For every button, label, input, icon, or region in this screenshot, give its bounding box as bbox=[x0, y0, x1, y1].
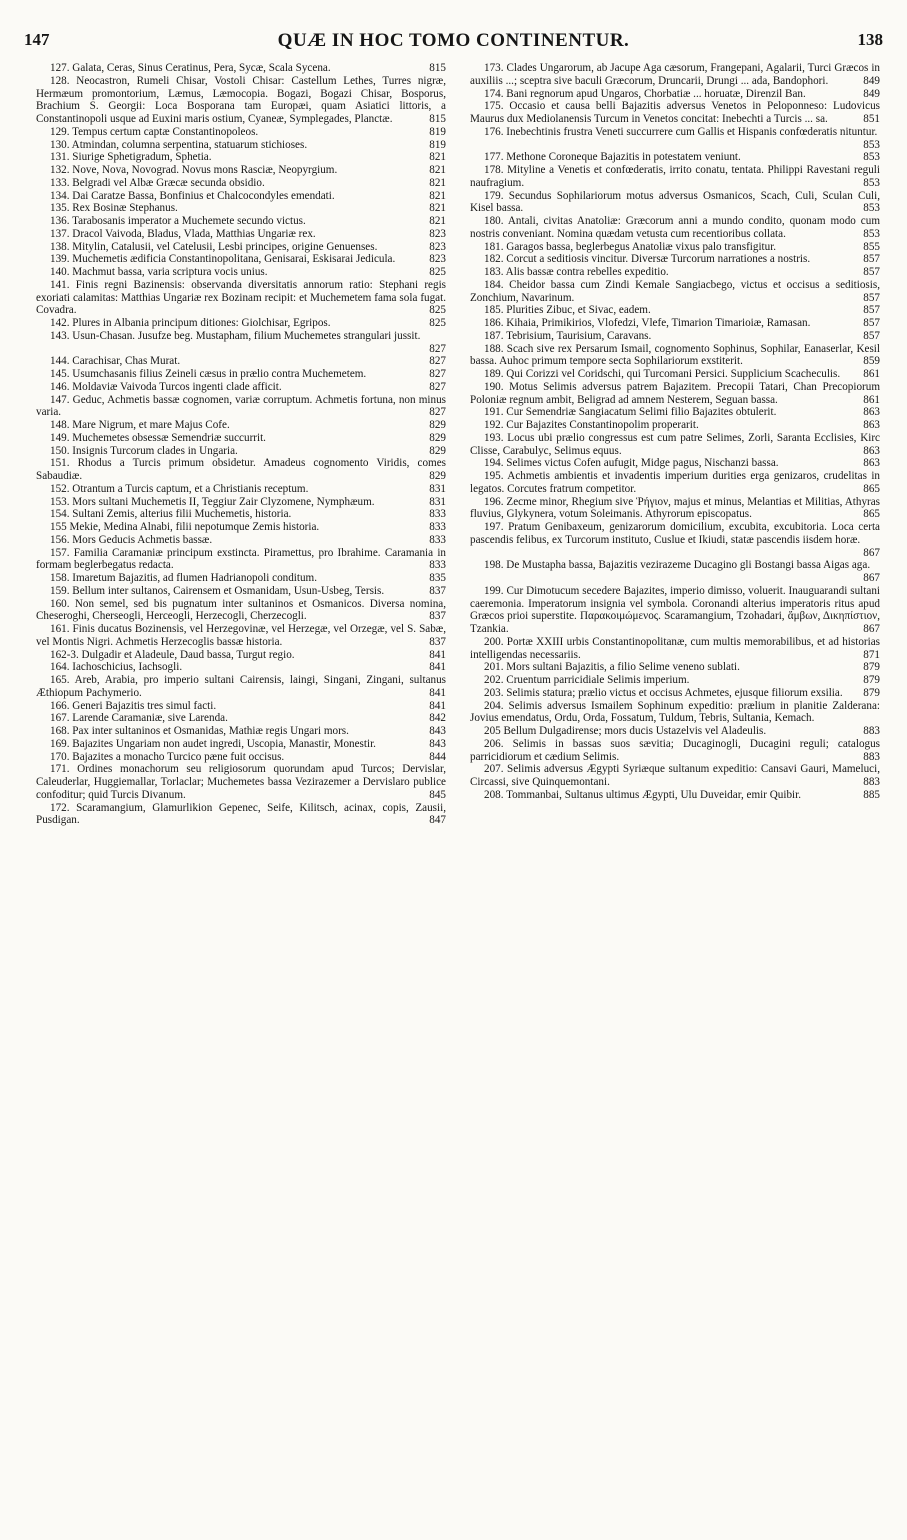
entry-text: 201. Mors sultani Bajazitis, a filio Selime veneno sublati. bbox=[484, 661, 740, 674]
entry-page-number: 863 bbox=[863, 457, 880, 470]
entry-page-number: 841 bbox=[429, 686, 446, 699]
entry-page-number: 857 bbox=[863, 266, 880, 278]
entry-text: 147. Geduc, Achmetis bassæ cognomen, variæ corruptum. Achmetis fortuna, non minus varia. bbox=[36, 393, 446, 419]
index-entry bbox=[36, 215, 446, 228]
entry-text: 202. Cruentum parricidiale Selimis imperium. bbox=[484, 674, 690, 686]
entry-text: 155 Mekie, Medina Alnabi, filii nepotumque Zemis historia. bbox=[50, 521, 320, 533]
entry-text: 144. Carachisar, Chas Murat. bbox=[50, 355, 181, 368]
entry-text: 200. Portæ XXIII urbis Constantinopolitanæ, cum multis memorabilibus, et ad historias intelligendas necessariis. bbox=[470, 635, 880, 661]
entry-page-number: 861 bbox=[863, 368, 880, 380]
entry-text: 177. Methone Coroneque Bajazitis in potestatem veniunt. bbox=[484, 151, 741, 164]
index-entry bbox=[36, 457, 446, 483]
index-entry bbox=[36, 598, 446, 624]
entry-text: 162-3. Dulgadir et Aladeule, Daud bassa, Turgut regio. bbox=[50, 648, 295, 661]
entry-page-number: 865 bbox=[863, 508, 880, 521]
entry-page-number: 883 bbox=[863, 750, 880, 763]
entry-text: 128. Neocastron, Rumeli Chisar, Vostoli Chisar: Castellum Lethes, Turres nigræ, Hermæum promontorium, Læmus, Læmocopia. Bogazi, Bogazi Chisar, Bosporus, Brachium S. Georgii: Loca Bosporana tam Europæi, quam Asiatici littoris, a Constantinopoli usque ad Euxini maris ostium, Cyaneæ, Symplegades, Planctæ. bbox=[36, 74, 446, 125]
entry-text: 172. Scaramangium, Glamurlikion Gepenec, Seife, Kilitsch, acinax, copis, Zausii, Pusdigan. bbox=[36, 801, 446, 827]
page-title: QUÆ IN HOC TOMO CONTINENTUR. bbox=[277, 30, 630, 51]
entry-page-number: 823 bbox=[429, 253, 446, 266]
entry-page-number: 823 bbox=[429, 240, 446, 253]
entry-text: 189. Qui Corizzi vel Coridschi, qui Turcomani Persici. Supplicium Scacheculis. bbox=[484, 368, 841, 380]
index-entry bbox=[36, 330, 446, 356]
entry-page-number: 853 bbox=[863, 176, 880, 189]
index-entry bbox=[470, 126, 880, 152]
index-entry bbox=[470, 381, 880, 407]
entry-text: 137. Dracol Vaivoda, Bladus, Vlada, Matthias Ungariæ rex. bbox=[50, 227, 316, 240]
index-entry bbox=[470, 190, 880, 216]
entry-text: 136. Tarabosanis imperator a Muchemete secundo victus. bbox=[50, 215, 306, 227]
entry-text: 199. Cur Dimotucum secedere Bajazites, imperio dimisso, voluerit. Inauguarandi sultani caeremonia. Imperatorum insignia vel symbola. Coronandi alterius imperatoris ritus apud Græcos prioi superstite. Παρακοιμώμενος. Scaramangium, Tzohadari, ἄμβων, Δικηπίστιον, Tzankia. bbox=[470, 584, 880, 635]
entry-text: 165. Areb, Arabia, pro imperio sultani Cairensis, laingi, Singani, Zingani, sultanus Æthiopum Pachymerio. bbox=[36, 674, 446, 699]
entry-page-number: 853 bbox=[863, 202, 880, 215]
entry-text: 207. Selimis adversus Ægypti Syriæque sultanum expeditio: Cansavi Gauri, Mameluci, Circassi, sive Quinquemontani. bbox=[470, 763, 880, 788]
page-number-right: 138 bbox=[857, 30, 883, 49]
entry-text: 198. De Mustapha bassa, Bajazitis vezirazeme Ducagino gli Bostangi bassa Aigas aga. bbox=[484, 559, 871, 572]
entry-page-number: 827 bbox=[429, 342, 446, 355]
index-entry bbox=[470, 62, 880, 88]
index-entry bbox=[36, 547, 446, 573]
entry-page-number: 833 bbox=[429, 521, 446, 533]
entry-text: 206. Selimis in bassas suos sævitia; Ducaginogli, Ducagini reguli; catalogus parricidiorum et cædium Selimis. bbox=[470, 737, 880, 763]
entry-page-number: 821 bbox=[429, 151, 446, 164]
entry-text: 182. Corcut a seditiosis vincitur. Diversæ Turcorum narrationes a nostris. bbox=[484, 253, 811, 266]
entry-text: 141. Finis regni Bazinensis: observanda diversitatis annorum ratio: Stephani regis exoriati calamitas: Matthias Ungariæ rex Bozinam recipit: et Muchemetem fama sola fugat. Covadra. bbox=[36, 278, 446, 317]
index-entry bbox=[470, 317, 880, 330]
entry-page-number: 841 bbox=[429, 648, 446, 661]
entry-page-number: 837 bbox=[429, 584, 446, 597]
entry-text: 183. Alis bassæ contra rebelles expeditio. bbox=[484, 266, 669, 278]
entry-page-number: 829 bbox=[429, 470, 446, 482]
entry-page-number: 819 bbox=[429, 125, 446, 138]
entry-page-number: 833 bbox=[429, 533, 446, 546]
index-entry bbox=[36, 712, 446, 725]
entry-page-number: 821 bbox=[429, 215, 446, 227]
index-entry bbox=[36, 802, 446, 828]
entry-text: 190. Motus Selimis adversus patrem Bajazitem. Precopii Tatari, Chan Precopiorum Poloniæ regnum ambit, Beligrad ad amnem Nesterem, Seguan bassa. bbox=[470, 380, 880, 406]
index-entry bbox=[36, 241, 446, 254]
entry-text: 139. Muchemetis ædificia Constantinopolitana, Genisarai, Eskisarai Jedicula. bbox=[50, 253, 396, 266]
entry-text: 174. Bani regnorum apud Ungaros, Chorbatiæ ... horuatæ, Direnzil Ban. bbox=[484, 87, 806, 100]
index-entry bbox=[470, 164, 880, 190]
entry-page-number: 827 bbox=[429, 368, 446, 380]
entry-text: 166. Generi Bajazitis tres simul facti. bbox=[50, 699, 217, 712]
index-entry bbox=[470, 215, 880, 241]
entry-page-number: 853 bbox=[863, 151, 880, 164]
entry-text: 133. Belgradi vel Albæ Græcæ secunda obsidio. bbox=[50, 176, 265, 189]
entry-page-number: 821 bbox=[429, 164, 446, 176]
entry-text: 150. Insignis Turcorum clades in Ungaria. bbox=[50, 444, 238, 457]
entry-text: 194. Selimes victus Cofen aufugit, Midge pagus, Nischanzi bassa. bbox=[484, 457, 779, 470]
entry-text: 153. Mors sultani Muchemetis II, Teggiur Zair Clyzomene, Nymphæum. bbox=[50, 495, 375, 508]
index-entry bbox=[36, 419, 446, 432]
index-entry bbox=[470, 432, 880, 458]
index-entry bbox=[470, 725, 880, 738]
entry-text: 195. Achmetis ambientis et invadentis imperium durities erga genizaros, crudelitas in legatos. Corcutes fratrum competitor. bbox=[470, 470, 880, 495]
entry-text: 168. Pax inter sultaninos et Osmanidas, Mathiæ regis Ungari mors. bbox=[50, 725, 349, 737]
entry-text: 186. Kihaia, Primikirios, Vlofedzi, Vlefe, Timarion Timarioiæ, Ramasan. bbox=[484, 317, 811, 329]
entry-page-number: 885 bbox=[863, 788, 880, 801]
entry-text: 132. Nove, Nova, Novograd. Novus mons Rasciæ, Neopyrgium. bbox=[50, 164, 338, 176]
left-column bbox=[36, 62, 446, 827]
index-entry bbox=[470, 88, 880, 101]
index-entry bbox=[470, 521, 880, 559]
index-entry bbox=[36, 228, 446, 241]
index-entry bbox=[36, 521, 446, 534]
entry-text: 192. Cur Bajazites Constantinopolim properarit. bbox=[484, 419, 699, 431]
entry-page-number: 829 bbox=[429, 444, 446, 457]
index-entry bbox=[36, 177, 446, 190]
entry-text: 170. Bajazites a monacho Turcico pæne fuit occisus. bbox=[50, 750, 285, 763]
index-entry bbox=[470, 661, 880, 674]
entry-text: 167. Larende Caramaniæ, sive Larenda. bbox=[50, 712, 228, 725]
entry-text: 130. Atmindan, columna serpentina, statuarum stichioses. bbox=[50, 138, 308, 151]
index-entry bbox=[36, 190, 446, 203]
index-entry bbox=[470, 457, 880, 470]
entry-page-number: 841 bbox=[429, 661, 446, 674]
entry-text: 145. Usumchasanis filius Zeineli cæsus in prælio contra Muchemetem. bbox=[50, 368, 367, 380]
index-entry bbox=[36, 445, 446, 458]
entry-text: 193. Locus ubi prælio congressus est cum patre Selimes, Zorli, Saranta Ecclisies, Kirc Clisse, Carabulyc, Selimus equus. bbox=[470, 431, 880, 457]
right-column bbox=[470, 62, 880, 802]
entry-page-number: 845 bbox=[429, 788, 446, 801]
entry-text: 188. Scach sive rex Persarum Ismail, cognomento Sophinus, Sophilar, Eanaserlar, Kesil bassa. Auhoc primum tempore secta Sophilariorum exstiterit. bbox=[470, 342, 880, 368]
entry-text: 173. Clades Ungarorum, ab Jacupe Aga cæsorum, Frangepani, Agalarii, Turci Græcos in auxiliis ...; sceptra sive baculi Græcorum, Druncarii, Drungi ... ada, Bandophori. bbox=[470, 62, 880, 87]
entry-page-number: 883 bbox=[863, 776, 880, 788]
entry-text: 157. Familia Caramaniæ principum exstincta. Piramettus, pro Ibrahime. Caramania in formam beglerbegatus redacta. bbox=[36, 546, 446, 572]
entry-text: 161. Finis ducatus Bozinensis, vel Herzegovinæ, vel Herzegæ, vel Orzegæ, vel S. Sabæ, vel Montis Nigri. Achmetis Herzecoglis bassæ historia. bbox=[36, 623, 446, 648]
entry-page-number: 857 bbox=[863, 253, 880, 266]
entry-text: 140. Machmut bassa, varia scriptura vocis unius. bbox=[50, 266, 268, 278]
entry-page-number: 843 bbox=[429, 725, 446, 737]
entry-page-number: 879 bbox=[863, 661, 880, 674]
entry-page-number: 879 bbox=[863, 674, 880, 686]
entry-page-number: 831 bbox=[429, 482, 446, 495]
index-entry bbox=[36, 355, 446, 368]
entry-text: 160. Non semel, sed bis pugnatum inter sultaninos et Osmanicos. Diversa nomina, Cheseroghi, Cherseogli, Herceogli, Herzecogli, Cherzecogli. bbox=[36, 597, 446, 623]
entry-text: 191. Cur Semendriæ Sangiacatum Selimi filio Bajazites obtulerit. bbox=[484, 406, 777, 419]
index-entry bbox=[470, 763, 880, 789]
index-entry bbox=[36, 508, 446, 521]
entry-text: 156. Mors Geducis Achmetis bassæ. bbox=[50, 533, 213, 546]
index-entry bbox=[36, 279, 446, 317]
page-number-left: 147 bbox=[24, 30, 50, 49]
entry-page-number: 823 bbox=[429, 227, 446, 240]
entry-page-number: 819 bbox=[429, 138, 446, 151]
index-entry bbox=[36, 126, 446, 139]
entry-text: 135. Rex Bosinæ Stephanus. bbox=[50, 202, 178, 215]
index-entry bbox=[36, 585, 446, 598]
entry-text: 146. Moldaviæ Vaivoda Turcos ingenti clade afficit. bbox=[50, 380, 282, 393]
entry-text: 134. Dai Caratze Bassa, Bonfinius et Chalcocondyles emendati. bbox=[50, 189, 335, 202]
entry-page-number: 833 bbox=[429, 559, 446, 572]
index-entry bbox=[470, 559, 880, 585]
entry-page-number: 821 bbox=[429, 176, 446, 189]
entry-page-number: 857 bbox=[863, 291, 880, 304]
index-entry bbox=[470, 151, 880, 164]
entry-page-number: 844 bbox=[429, 750, 446, 763]
index-entry bbox=[36, 381, 446, 394]
entry-page-number: 825 bbox=[429, 317, 446, 329]
index-entry bbox=[470, 279, 880, 305]
index-entry bbox=[36, 738, 446, 751]
entry-page-number: 833 bbox=[429, 508, 446, 521]
entry-text: 149. Muchemetes obsessæ Semendriæ succurrit. bbox=[50, 431, 266, 444]
index-entry bbox=[36, 317, 446, 330]
index-entry bbox=[36, 432, 446, 445]
entry-page-number: 867 bbox=[863, 546, 880, 559]
index-entry bbox=[470, 636, 880, 662]
entry-page-number: 849 bbox=[863, 87, 880, 100]
entry-page-number: 815 bbox=[429, 113, 446, 125]
index-entry bbox=[470, 585, 880, 636]
entry-page-number: 843 bbox=[429, 737, 446, 750]
index-entry bbox=[36, 649, 446, 662]
index-entry bbox=[470, 674, 880, 687]
entry-text: 152. Otrantum a Turcis captum, et a Christianis receptum. bbox=[50, 482, 309, 495]
index-entry bbox=[36, 483, 446, 496]
index-entry bbox=[36, 253, 446, 266]
running-header bbox=[24, 30, 883, 60]
entry-text: 176. Inebechtinis frustra Veneti succurrere cum Gallis et Hispanis confœderatis nituntur. bbox=[484, 125, 878, 138]
entry-page-number: 857 bbox=[863, 317, 880, 329]
index-entry bbox=[36, 151, 446, 164]
entry-text: 204. Selimis adversus Ismailem Sophinum expeditio: prælium in planitie Zalderana: Jovius emendatus, Ordu, Orda, Fossatum, Tuldum, Tebris, Sultania, Kemach. bbox=[470, 699, 880, 725]
index-entry bbox=[470, 241, 880, 254]
entry-page-number: 865 bbox=[863, 482, 880, 495]
entry-text: 185. Plurities Zibuc, et Sivac, eadem. bbox=[484, 304, 651, 317]
index-entry bbox=[36, 674, 446, 700]
entry-text: 179. Secundus Sophilariorum motus adversus Osmanicos, Scach, Culi, Sculan Culi, Kisel bassa. bbox=[470, 189, 880, 215]
index-entry bbox=[36, 534, 446, 547]
entry-page-number: 867 bbox=[863, 623, 880, 635]
entry-page-number: 863 bbox=[863, 419, 880, 431]
index-entry bbox=[470, 738, 880, 764]
entry-page-number: 829 bbox=[429, 431, 446, 444]
entry-page-number: 859 bbox=[863, 355, 880, 368]
entry-text: 184. Cheidor bassa cum Zindi Kemale Sangiacbego, victus et occisus a seditiosis, Zonchium, Navarinum. bbox=[470, 278, 880, 304]
entry-page-number: 851 bbox=[863, 113, 880, 125]
entry-text: 175. Occasio et causa belli Bajazitis adversus Venetos in Peloponneso: Ludovicus Maurus dux Mediolanensis Turcum in Venetos concitat: Inebechti a Turcis ... sa. bbox=[470, 100, 880, 125]
index-entry bbox=[36, 661, 446, 674]
entry-text: 129. Tempus certum captæ Constantinopoleos. bbox=[50, 125, 259, 138]
entry-page-number: 847 bbox=[429, 814, 446, 827]
index-entry bbox=[36, 62, 446, 75]
entry-page-number: 857 bbox=[863, 304, 880, 317]
entry-page-number: 827 bbox=[429, 380, 446, 393]
entry-text: 203. Selimis statura; prælio victus et occisus Achmetes, ejusque filiorum exsilia. bbox=[484, 686, 843, 699]
index-entry bbox=[36, 202, 446, 215]
entry-page-number: 825 bbox=[429, 266, 446, 278]
entry-page-number: 841 bbox=[429, 699, 446, 712]
index-entry bbox=[470, 253, 880, 266]
entry-page-number: 831 bbox=[429, 495, 446, 508]
entry-page-number: 837 bbox=[429, 635, 446, 648]
entry-text: 138. Mitylin, Catalusii, vel Catelusii, Lesbi principes, origine Genuenses. bbox=[50, 240, 378, 253]
entry-text: 208. Tommanbai, Sultanus ultimus Ægypti, Ulu Duveidar, emir Quibir. bbox=[484, 788, 801, 801]
entry-page-number: 853 bbox=[863, 227, 880, 240]
entry-text: 154. Sultani Zemis, alterius filii Muchemetis, historia. bbox=[50, 508, 292, 521]
entry-text: 131. Siurige Sphetigradum, Sphetia. bbox=[50, 151, 212, 164]
entry-page-number: 829 bbox=[429, 419, 446, 431]
index-entry bbox=[470, 789, 880, 802]
entry-text: 151. Rhodus a Turcis primum obsidetur. Amadeus cognomento Viridis, comes Sabaudiæ. bbox=[36, 457, 446, 482]
entry-page-number: 883 bbox=[863, 725, 880, 737]
index-entry bbox=[470, 304, 880, 317]
entry-page-number: 835 bbox=[429, 572, 446, 584]
index-entry bbox=[470, 368, 880, 381]
index-entry bbox=[36, 139, 446, 152]
entry-page-number: 867 bbox=[863, 572, 880, 584]
index-entry bbox=[470, 687, 880, 700]
index-entry bbox=[470, 419, 880, 432]
entry-page-number: 861 bbox=[863, 393, 880, 406]
entry-text: 196. Zecme minor, Rhegium sive Ῥήγιον, majus et minus, Melantias et Militias, Athyras fluvius, Glykynera, votum Soleimanis. Athyrorum episcopatus. bbox=[470, 495, 880, 521]
index-entry bbox=[36, 496, 446, 509]
index-entry bbox=[470, 700, 880, 726]
index-entry bbox=[36, 368, 446, 381]
index-entry bbox=[36, 394, 446, 420]
entry-page-number: 821 bbox=[429, 202, 446, 215]
index-entry bbox=[36, 572, 446, 585]
entry-page-number: 871 bbox=[863, 648, 880, 661]
entry-page-number: 857 bbox=[863, 329, 880, 342]
entry-page-number: 827 bbox=[429, 406, 446, 419]
index-entry bbox=[470, 100, 880, 126]
entry-page-number: 825 bbox=[429, 304, 446, 317]
entry-page-number: 815 bbox=[429, 62, 446, 74]
index-entry bbox=[470, 330, 880, 343]
entry-page-number: 879 bbox=[863, 686, 880, 699]
index-entry bbox=[36, 751, 446, 764]
index-entry bbox=[36, 75, 446, 126]
entry-page-number: 849 bbox=[863, 74, 880, 87]
index-entry bbox=[36, 725, 446, 738]
index-entry bbox=[470, 406, 880, 419]
entry-text: 127. Galata, Ceras, Sinus Ceratinus, Pera, Sycæ, Scala Sycena. bbox=[50, 62, 331, 74]
index-entry bbox=[470, 266, 880, 279]
entry-page-number: 855 bbox=[863, 240, 880, 253]
entry-page-number: 837 bbox=[429, 610, 446, 623]
entry-page-number: 821 bbox=[429, 189, 446, 202]
index-entry bbox=[470, 496, 880, 522]
entry-text: 159. Bellum inter sultanos, Cairensem et Osmanidam, Usun-Usbeg, Tersis. bbox=[50, 584, 385, 597]
entry-text: 169. Bajazites Ungariam non audet ingredi, Uscopia, Manastir, Monestir. bbox=[50, 737, 376, 750]
entry-page-number: 853 bbox=[863, 138, 880, 151]
entry-text: 181. Garagos bassa, beglerbegus Anatoliæ vixus palo transfigitur. bbox=[484, 240, 777, 253]
entry-page-number: 863 bbox=[863, 406, 880, 419]
index-entry bbox=[36, 700, 446, 713]
entry-page-number: 842 bbox=[429, 712, 446, 725]
index-entry bbox=[470, 470, 880, 496]
index-entry bbox=[470, 343, 880, 369]
entry-text: 164. Iachoschicius, Iachsogli. bbox=[50, 661, 183, 674]
entry-page-number: 827 bbox=[429, 355, 446, 368]
entry-text: 143. Usun-Chasan. Jusufze beg. Mustapham, filium Muchemetes strangulari jussit. bbox=[50, 329, 421, 342]
entry-text: 148. Mare Nigrum, et mare Majus Cofe. bbox=[50, 419, 230, 431]
entry-text: 180. Antali, civitas Anatoliæ: Græcorum anni a mundo condito, quonam modo cum nostris conveniant. Nomina quædam vetusta cum recentioribus collata. bbox=[470, 215, 880, 240]
entry-text: 197. Pratum Genibaxeum, genizarorum domicilium, excubita, excubitoria. Loca certa pascendis felibus, ex Turcorum instituto, Cuslue et Ikiudi, statæ pascendis iisdem horæ. bbox=[470, 521, 880, 546]
index-entry bbox=[36, 266, 446, 279]
index-entry bbox=[36, 763, 446, 801]
entry-text: 171. Ordines monachorum seu religiosorum quorundam apud Turcos; Dervislar, Caleuderlar, Huggiemallar, Torlaclar; Muchemetes bassa Vezirazemer a Dervislaro publice confoditur; quid Turcis Divanum. bbox=[36, 763, 446, 801]
entry-page-number: 863 bbox=[863, 444, 880, 457]
entry-text: 178. Mityline a Venetis et confœderatis, irrito conatu, tentata. Philippi Ravestani reguli naufragium. bbox=[470, 164, 880, 189]
entry-text: 205 Bellum Dulgadirense; mors ducis Ustazelvis vel Aladeulis. bbox=[484, 725, 767, 737]
entry-text: 187. Tebrisium, Taurisium, Caravans. bbox=[484, 329, 652, 342]
index-entry bbox=[36, 164, 446, 177]
entry-text: 142. Plures in Albania principum ditiones: Giolchisar, Egripos. bbox=[50, 317, 331, 329]
index-entry bbox=[36, 623, 446, 649]
entry-text: 158. Imaretum Bajazitis, ad flumen Hadrianopoli conditum. bbox=[50, 572, 317, 584]
